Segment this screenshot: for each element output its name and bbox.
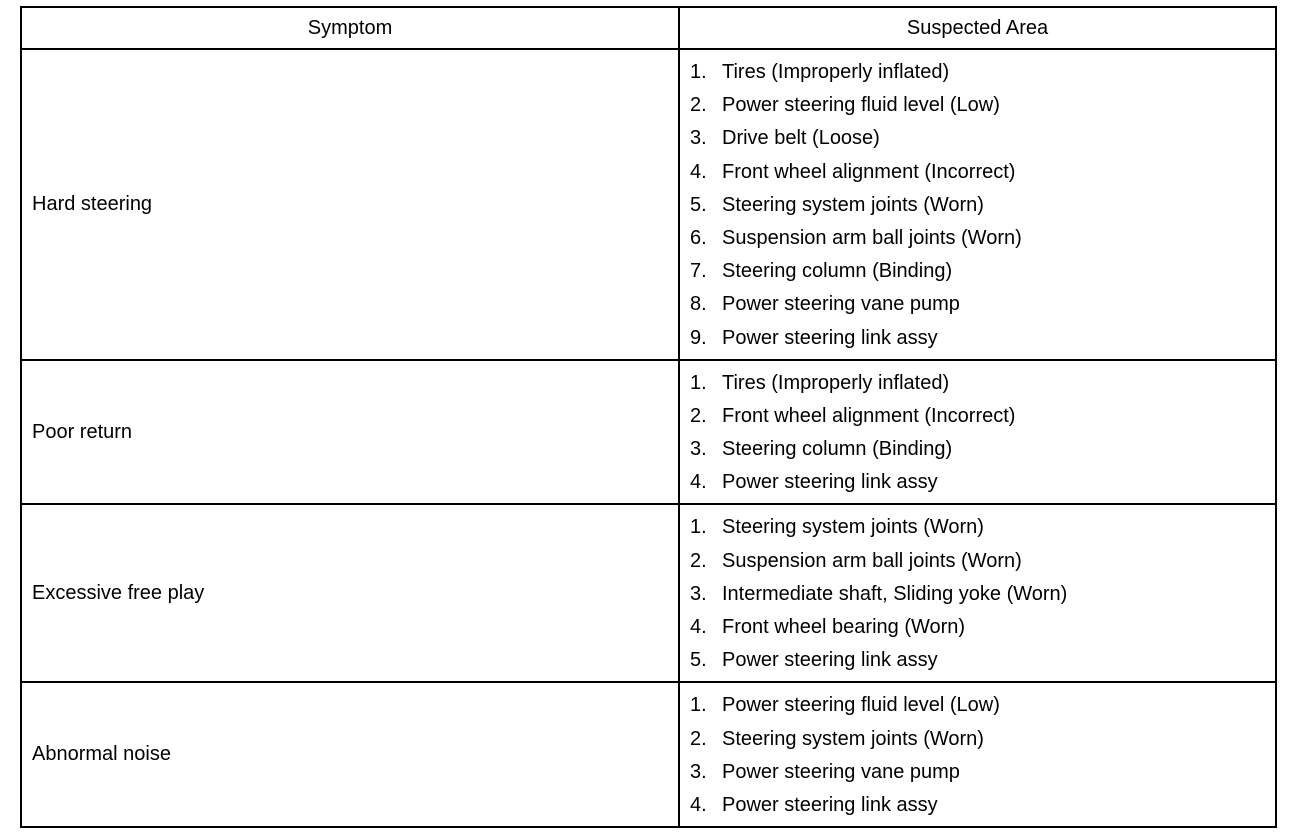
list-item-number: 2. — [690, 727, 707, 750]
suspected-area-list — [680, 689, 1275, 822]
table-row — [21, 49, 1276, 360]
list-item — [680, 644, 1275, 677]
symptom-cell: Hard steering — [21, 49, 679, 360]
list-item-number: 9. — [690, 326, 707, 349]
list-item-number: 7. — [690, 260, 707, 283]
list-item-text: Drive belt (Loose) — [722, 127, 880, 150]
list-item-number: 5. — [690, 193, 707, 216]
list-item-text: Front wheel alignment (Incorrect) — [722, 404, 1016, 427]
list-item-text: Tires (Improperly inflated) — [722, 61, 950, 83]
suspected-area-cell — [679, 49, 1276, 360]
list-item-number: 3. — [690, 582, 707, 605]
list-item-text: Power steering vane pump — [722, 293, 960, 316]
list-item-text: Steering column (Binding) — [722, 438, 953, 461]
suspected-area-column-header: Suspected Area — [679, 7, 1276, 49]
list-item-number: 1. — [690, 516, 707, 539]
symptom-cell: Excessive free play — [21, 504, 679, 682]
list-item-text: Suspension arm ball joints (Worn) — [722, 549, 1022, 572]
troubleshooting-table — [20, 6, 1277, 828]
list-item — [680, 322, 1275, 355]
list-item — [680, 288, 1275, 321]
list-item — [680, 545, 1275, 578]
list-item — [680, 611, 1275, 644]
symptom-column-header: Symptom — [21, 7, 679, 49]
list-item — [680, 433, 1275, 466]
list-item-text: Front wheel bearing (Worn) — [722, 616, 966, 638]
list-item — [680, 723, 1275, 756]
list-item — [680, 400, 1275, 433]
list-item — [680, 367, 1275, 400]
list-item-number: 8. — [690, 293, 707, 316]
list-item — [680, 156, 1275, 189]
suspected-area-cell — [679, 360, 1276, 505]
list-item — [680, 189, 1275, 222]
list-item — [680, 689, 1275, 722]
suspected-area-list — [680, 511, 1275, 677]
list-item-text: Power steering fluid level (Low) — [722, 94, 1000, 117]
list-item-text: Power steering vane pump — [722, 760, 960, 783]
list-item — [680, 789, 1275, 822]
list-item-number: 2. — [690, 94, 707, 117]
list-item-number: 1. — [690, 694, 707, 717]
table-row — [21, 682, 1276, 827]
list-item — [680, 756, 1275, 789]
list-item — [680, 578, 1275, 611]
list-item-text: Steering system joints (Worn) — [722, 516, 984, 539]
list-item-number: 4. — [690, 616, 707, 638]
list-item — [680, 122, 1275, 155]
table-row — [21, 504, 1276, 682]
suspected-area-cell — [679, 504, 1276, 682]
list-item-text: Power steering link assy — [722, 649, 938, 672]
list-item-number: 5. — [690, 649, 707, 672]
list-item — [680, 89, 1275, 122]
list-item-number: 2. — [690, 404, 707, 427]
suspected-area-cell — [679, 682, 1276, 827]
list-item-text: Power steering link assy — [722, 471, 938, 494]
list-item-number: 4. — [690, 471, 707, 494]
list-item-number: 4. — [690, 793, 707, 816]
list-item — [680, 56, 1275, 89]
list-item-text: Power steering link assy — [722, 793, 938, 816]
list-item — [680, 222, 1275, 255]
symptom-cell: Poor return — [21, 360, 679, 505]
list-item-number: 4. — [690, 160, 707, 183]
list-item-number: 1. — [690, 61, 707, 83]
list-item — [680, 511, 1275, 544]
suspected-area-list — [680, 367, 1275, 500]
list-item-text: Steering system joints (Worn) — [722, 727, 984, 750]
list-item-text: Tires (Improperly inflated) — [722, 371, 950, 394]
list-item-text: Intermediate shaft, Sliding yoke (Worn) — [722, 582, 1068, 605]
list-item-number: 6. — [690, 226, 707, 249]
list-item-text: Front wheel alignment (Incorrect) — [722, 160, 1016, 183]
suspected-area-list — [680, 56, 1275, 355]
list-item-text: Steering system joints (Worn) — [722, 193, 984, 216]
table-header-row — [21, 7, 1276, 49]
list-item — [680, 255, 1275, 288]
list-item-text: Power steering fluid level (Low) — [722, 694, 1000, 717]
list-item-text: Suspension arm ball joints (Worn) — [722, 226, 1022, 249]
table-body — [21, 49, 1276, 827]
list-item — [680, 466, 1275, 499]
list-item-number: 2. — [690, 549, 707, 572]
table-row — [21, 360, 1276, 505]
symptom-cell: Abnormal noise — [21, 682, 679, 827]
list-item-number: 3. — [690, 127, 707, 150]
list-item-number: 3. — [690, 760, 707, 783]
list-item-text: Power steering link assy — [722, 326, 938, 349]
list-item-number: 1. — [690, 371, 707, 394]
list-item-number: 3. — [690, 438, 707, 461]
list-item-text: Steering column (Binding) — [722, 260, 953, 283]
